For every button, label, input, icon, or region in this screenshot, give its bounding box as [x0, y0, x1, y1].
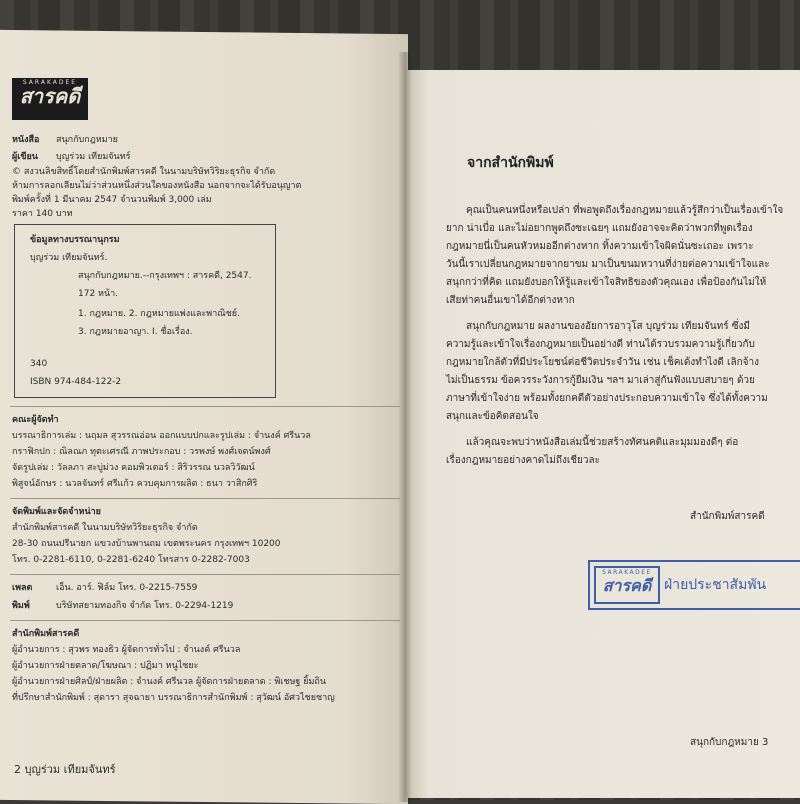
dist-line-2: 28-30 ถนนปรีนายก แขวงบ้านพานถม เขตพระนคร กรุงเทพฯ 10200: [12, 539, 281, 549]
office-line-2: ผู้อำนวยการฝ่ายตลาด/โฆษณา : ปฏิมา หนูไชยะ: [12, 661, 199, 671]
team-line-1: บรรณาธิการเล่ม : นฤมล สุวรรณอ่อน ออกแบบปกและรูปเล่ม : จำนงค์ ศรีนวล: [12, 431, 311, 441]
office-line-3: ผู้อำนวยการฝ่ายศิลป์/ฝ่ายผลิต : จำนงค์ ศรีนวล ผู้จัดการฝ่ายตลาด : พิเชษฐ ยิ้มถิน: [12, 677, 327, 687]
catalog-subject-2: 3. กฎหมายอาญา. I. ชื่อเรื่อง.: [78, 327, 193, 337]
paragraph-1-line: คุณเป็นคนหนึ่งหรือเปล่า ที่พอพูดถึงเรื่องกฎหมายแล้วรู้สึกว่าเป็นเรื่องเข้าใจ: [466, 205, 784, 216]
dist-heading: จัดพิมพ์และจัดจำหน่าย: [12, 507, 101, 517]
author-label: ผู้เขียน: [12, 152, 38, 162]
divider: [10, 498, 400, 499]
paragraph-1-line: ยาก น่าเบื่อ และไม่อยากพูดถึงซะเฉยๆ แถมยังอาจจะคิดว่าพวกที่พูดเรื่อง: [446, 223, 753, 234]
copyright-line-2: ห้ามการลอกเลียนไม่ว่าส่วนหนึ่งส่วนใดของหนังสือ นอกจากจะได้รับอนุญาต: [12, 181, 302, 191]
plate-value: เอ็น. อาร์. ฟิล์ม โทร. 0-2215-7559: [56, 583, 198, 593]
foreword-heading: จากสำนักพิมพ์: [467, 155, 554, 171]
paragraph-2-line: ไม่เป็นธรรม ข้อควรระวังการกู้ยืมเงิน ฯลฯ มาเล่าสู่กันฟังแบบสบายๆ ด้วย: [446, 375, 755, 386]
paragraph-3-line: เรื่องกฎหมายอย่างคาดไม่ถึงเชียวละ: [446, 455, 601, 466]
stamp-logo: [594, 566, 660, 604]
paragraph-2-line: กฎหมายใกล้ตัวที่มีประโยชน์ต่อชีวิตประจำวัน เช่น เช็คเด้งทำไงดี เลิกจ้าง: [446, 357, 759, 368]
team-line-3: จัดรูปเล่ม : วัลลภา สะบู่ม่วง คอมพิวเตอร์ : สิริวรรณ นวลวิวัฒน์: [12, 463, 255, 473]
divider: [10, 406, 400, 407]
catalog-title: สนุกกับกฎหมาย.--กรุงเทพฯ : สารคดี, 2547.: [78, 271, 252, 281]
paragraph-1-line: วันนี้เราเปลี่ยนกฎหมายจากยาขม มาเป็นขนมหวานที่ง่ายต่อความเข้าใจและ: [446, 259, 770, 270]
printer-label: พิมพ์: [12, 601, 30, 611]
plate-label: เพลต: [12, 583, 33, 593]
dist-line-1: สำนักพิมพ์สารคดี ในนามบริษัทวิริยะธุรกิจ จำกัด: [12, 523, 198, 533]
catalog-class: 340: [30, 359, 48, 369]
divider: [10, 620, 400, 621]
printer-value: บริษัทสยามทองกิจ จำกัด โทร. 0-2294-1219: [56, 601, 234, 611]
isbn: ISBN 974-484-122-2: [30, 377, 122, 387]
author-name: บุญร่วม เทียมจันทร์: [56, 152, 131, 162]
logo-top-text: SARAKADEE: [22, 79, 78, 86]
paragraph-2-line: สนุกกับกฎหมาย ผลงานของอัยการอาวุโส บุญร่วม เทียมจันทร์ ซึ่งมี: [466, 321, 751, 332]
left-page: [0, 30, 408, 804]
stamp-department-text: ฝ่ายประชาสัมพัน: [664, 577, 767, 593]
team-line-2: กราฟิกปก : ณิลณภ ทุตะเศรณี ภาพประกอบ : วรพงษ์ พงศ์เจตน์พงศ์: [12, 447, 271, 457]
office-line-4: ที่ปรึกษาสำนักพิมพ์ : สุดารา สุจฉายา บรรณาธิการสำนักพิมพ์ : สุวัฒน์ อัศวไชยชาญ: [12, 693, 335, 703]
paragraph-2-line: ความรู้และเข้าใจเรื่องกฎหมายเป็นอย่างดี ท่านได้รวบรวมความรู้เกี่ยวกับ: [446, 339, 755, 350]
paragraph-1-line: กฎหมายนี่เป็นคนหัวหมออีกต่างหาก ทิ้งความเข้าใจผิดนั่นซะเถอะ เพราะ: [446, 241, 754, 252]
paragraph-2-line: ภาษาที่เข้าใจง่าย พร้อมทั้งยกคดีตัวอย่างประกอบความเข้าใจ ซึ่งได้ทั้งความ: [446, 393, 768, 404]
office-heading: สำนักพิมพ์สารคดี: [12, 629, 80, 639]
print-info: พิมพ์ครั้งที่ 1 มีนาคม 2547 จำนวนพิมพ์ 3,000 เล่ม: [12, 195, 212, 205]
divider: [10, 574, 400, 575]
publisher-stamp: [588, 560, 800, 610]
catalog-pages: 172 หน้า.: [78, 289, 119, 299]
publisher-logo: [12, 78, 88, 120]
book-gutter: [398, 52, 412, 802]
stamp-logo-main: สารคดี: [602, 576, 652, 595]
office-line-1: ผู้อำนวยการ : สุวพร ทองธิว ผู้จัดการทั่วไป : จำนงค์ ศรีนวล: [12, 645, 241, 655]
paragraph-1-line: สนุกกว่าที่คิด แถมยังบอกให้รู้และเข้าใจสิทธิของตัวคุณเอง เพื่อป้องกันไม่ให้: [446, 277, 767, 288]
catalog-heading: ข้อมูลทางบรรณานุกรม: [30, 235, 120, 245]
logo-main-text: สารคดี: [19, 84, 81, 108]
catalog-author: บุญร่วม เทียมจันทร์.: [30, 253, 108, 263]
right-page-footer: สนุกกับกฎหมาย 3: [690, 737, 769, 748]
paragraph-3-line: แล้วคุณจะพบว่าหนังสือเล่มนี้ช่วยสร้างทัศนคติและมุมมองดีๆ ต่อ: [466, 437, 739, 448]
right-page: [405, 70, 800, 798]
team-heading: คณะผู้จัดทำ: [12, 415, 59, 425]
catalog-subject-1: 1. กฎหมาย. 2. กฎหมายแพ่งและพาณิชย์.: [78, 309, 240, 319]
stamp-logo-top: SARAKADEE: [602, 569, 652, 576]
book-label: หนังสือ: [12, 135, 40, 145]
price: ราคา 140 บาท: [12, 209, 73, 219]
team-line-4: พิสูจน์อักษร : นวลจันทร์ ศรีแก้ว ควบคุมการผลิต : ธนา วาสิกศิริ: [12, 479, 258, 489]
dist-line-3: โทร. 0-2281-6110, 0-2281-6240 โทรสาร 0-2282-7003: [12, 555, 250, 565]
publisher-signature: สำนักพิมพ์สารคดี: [690, 511, 765, 522]
book-title: สนุกกับกฎหมาย: [56, 135, 118, 145]
paragraph-1-line: เสียท่าคนอื่นเขาได้อีกต่างหาก: [446, 295, 575, 306]
paragraph-2-line: สนุกและข้อคิดสอนใจ: [446, 411, 539, 422]
left-page-footer: 2 บุญร่วม เทียมจันทร์: [14, 763, 116, 776]
copyright-line-1: © สงวนลิขสิทธิ์โดยสำนักพิมพ์สารคดี ในนามบริษัทวิริยะธุรกิจ จำกัด: [12, 167, 276, 177]
